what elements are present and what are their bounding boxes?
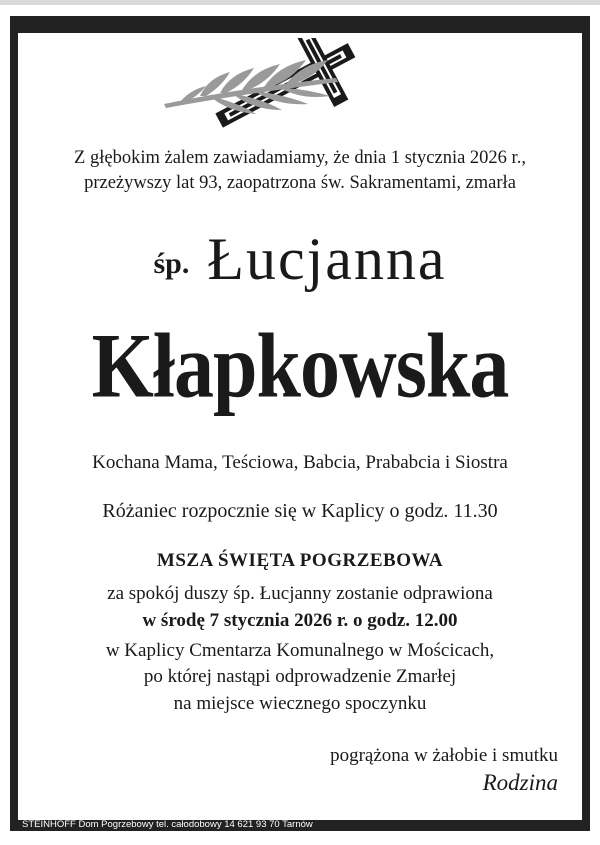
cross-with-palm-icon [160,38,392,130]
mourning-line: pogrążona w żałobie i smutku [330,745,558,766]
funeral-home-footer: STEINHOFF Dom Pogrzebowy tel. całodobowy 14 621 93 70 Tarnów [22,819,313,830]
mass-line-5: na miejsce wiecznego spoczynku [173,693,427,714]
intro-line-2: przeżywszy lat 93, zaopatrzona św. Sakramentami, zmarła [84,173,516,193]
mass-title: MSZA ŚWIĘTA POGRZEBOWA [156,550,444,571]
first-name: Łucjanna [207,226,447,292]
top-strip [0,0,600,5]
mass-location: w Kaplicy Cmentarza Komunalnego w Mościcach, [105,640,495,661]
mass-date-time: w środę 7 stycznia 2026 r. o godz. 12.00 [142,610,458,631]
family-signature: Rodzina [482,770,558,795]
rosary-info: Różaniec rozpocznie się w Kaplicy o godz. 11.30 [102,500,498,522]
name-row [18,225,582,295]
family-roles: Kochana Mama, Teściowa, Babcia, Prababcia i Siostra [92,452,508,473]
mass-line-4: po której nastąpi odprowadzenie Zmarłej [143,666,457,687]
surname: Kłapkowska [91,316,509,418]
intro-line-1: Z głębokim żalem zawiadamiamy, że dnia 1 stycznia 2026 r., [74,148,526,168]
name-prefix: śp. [153,247,190,280]
mass-line-1: za spokój duszy śp. Łucjanny zostanie odprawiona [107,583,493,604]
